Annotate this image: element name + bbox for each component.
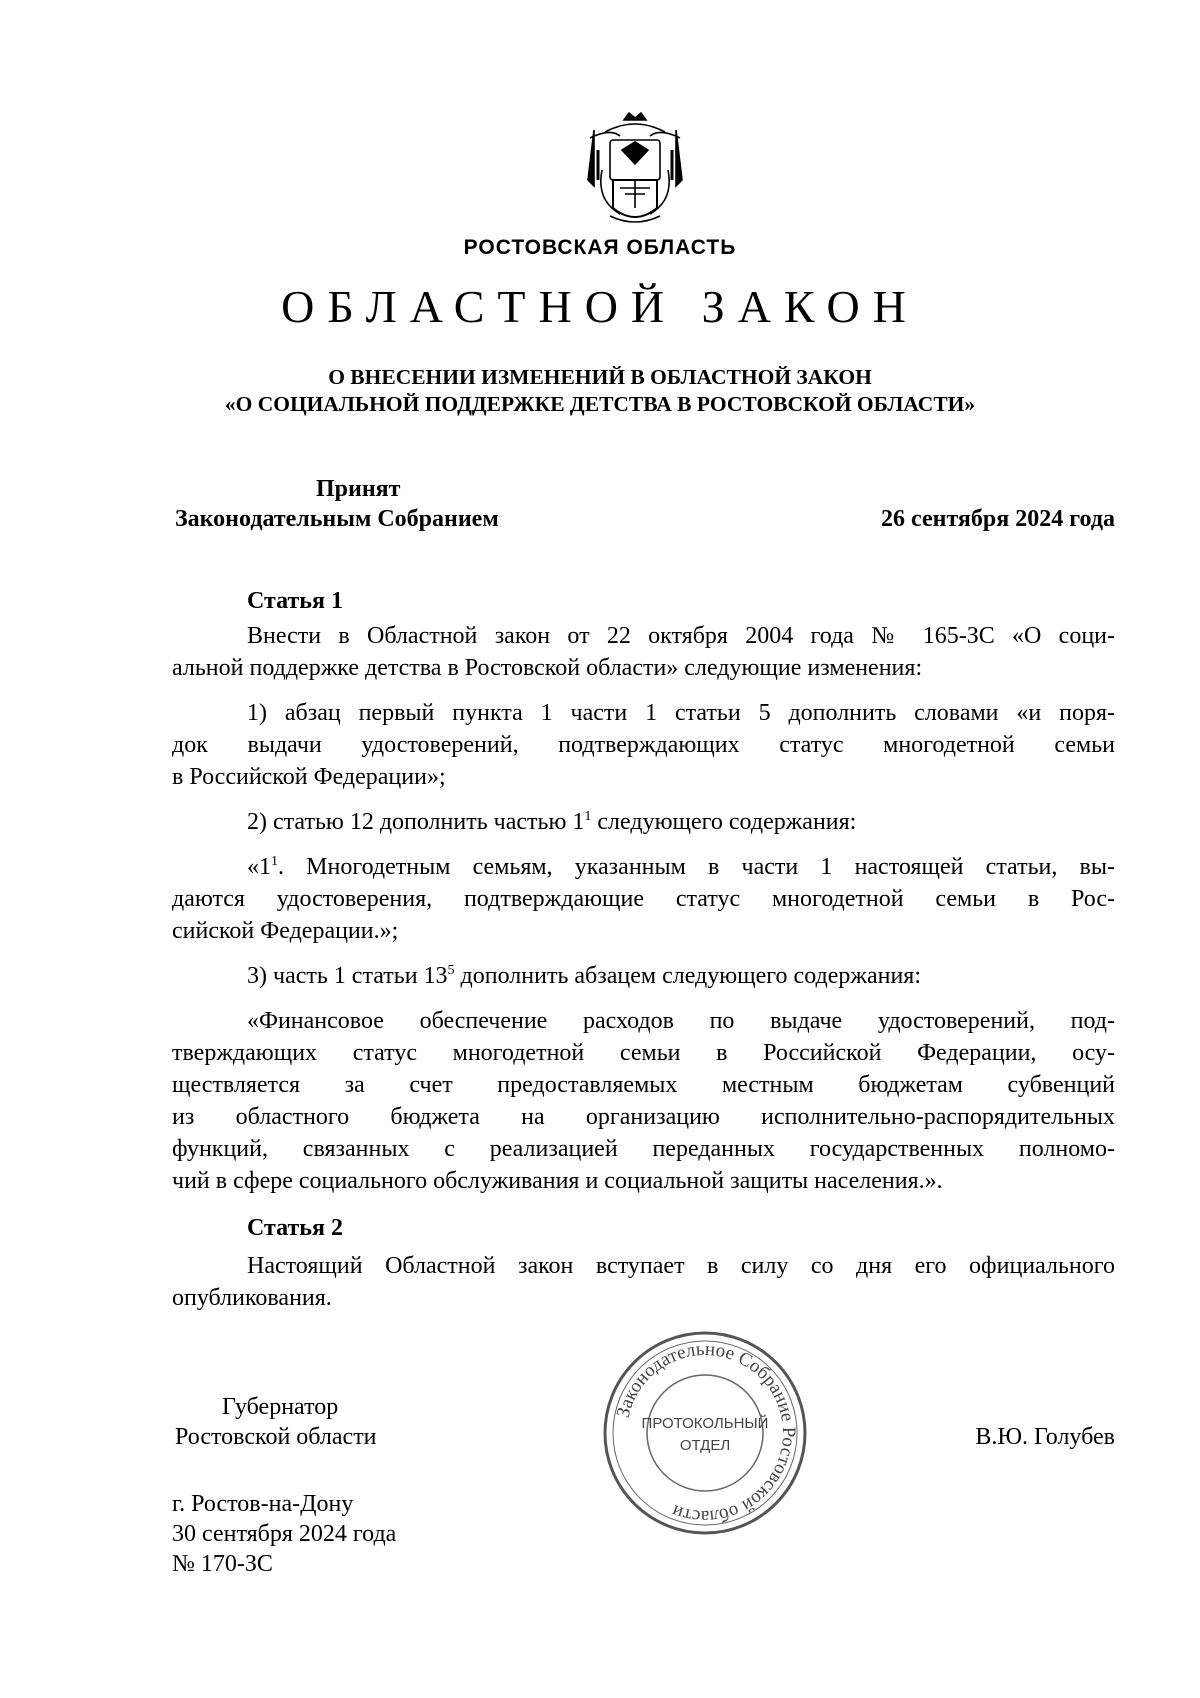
sign-date: 30 сентября 2024 года [172,1521,397,1547]
quote-2-line-4: из областного бюджета на организацию исполнительно-распорядительных [172,1104,1115,1130]
quote-2-line-1: «Финансовое обеспечение расходов по выдаче удостоверений, под- [247,1008,1115,1034]
adoption-date: 26 сентября 2024 года [881,506,1115,532]
official-stamp [600,1328,810,1538]
item-2-text-end: следующего содержания: [591,809,857,835]
law-title-line-2: «О СОЦИАЛЬНОЙ ПОДДЕРЖКЕ ДЕТСТВА В РОСТОВСКОЙ ОБЛАСТИ» [224,392,976,416]
item-2-superscript: 1 [584,809,592,824]
stamp-ring-text: Законодательное Собрание Ростовской области [612,1338,800,1528]
article-1-intro-line-1: Внести в Областной закон от 22 октября 2004 года № 165-ЗС «О соци- [247,623,1115,649]
quote-2-line-3: ществляется за счет предоставляемых местным бюджетам субвенций [172,1072,1115,1098]
item-2-text: 2) статью 12 дополнить частью 1 [247,809,585,835]
quote-1-start: «1 [247,854,271,880]
document-type: ОБЛАСТНОЙ ЗАКОН [281,281,919,332]
quote-1-line-3: сийской Федерации.»; [172,918,399,944]
item-2 [247,806,856,838]
item-1-line-2: док выдачи удостоверений, подтверждающих статус многодетной семьи [172,732,1115,758]
item-1-line-3: в Российской Федерации»; [172,764,446,790]
signer-name: В.Ю. Голубев [975,1424,1115,1450]
quote-2-line-5: функций, связанных с реализацией переданных государственных полномо- [172,1136,1115,1162]
quote-1-line-2: даются удостоверения, подтверждающие статус многодетной семьи в Рос- [172,886,1115,912]
stamp-center-line-1: ПРОТОКОЛЬНЫЙ [641,1415,769,1432]
quote-1-superscript: 1 [271,854,278,869]
article-1-intro-line-2: альной поддержке детства в Ростовской области» следующие изменения: [172,655,923,681]
signer-position-line-1: Губернатор [222,1394,339,1420]
quote-1-text: . Многодетным семьям, указанным в части 1 настоящей статьи, вы- [278,854,1115,880]
quote-1-line-1 [247,851,1115,883]
adopted-label: Принят [316,476,401,502]
region-title: РОСТОВСКАЯ ОБЛАСТЬ [463,236,737,259]
adopted-by: Законодательным Собранием [175,506,499,532]
article-2-line-2: опубликования. [172,1285,332,1311]
sign-city: г. Ростов-на-Дону [172,1491,354,1517]
article-1-title: Статья 1 [247,588,343,614]
stamp-center-line-2: ОТДЕЛ [679,1437,731,1454]
item-3 [247,960,921,992]
item-1-line-1: 1) абзац первый пункта 1 части 1 статьи 5 дополнить словами «и поря- [247,700,1115,726]
law-title-line-1: О ВНЕСЕНИИ ИЗМЕНЕНИЙ В ОБЛАСТНОЙ ЗАКОН [328,365,872,389]
item-3-text-end: дополнить абзацем следующего содержания: [454,963,921,989]
quote-2-line-6: чий в сфере социального обслуживания и социальной защиты населения.». [172,1168,943,1194]
law-number: № 170-ЗС [172,1551,273,1577]
coat-of-arms-emblem [580,110,690,230]
signer-position-line-2: Ростовской области [175,1424,377,1450]
article-2-title: Статья 2 [247,1215,343,1241]
item-3-text: 3) часть 1 статьи 13 [247,963,448,989]
article-2-line-1: Настоящий Областной закон вступает в силу со дня его официального [247,1253,1115,1279]
item-3-superscript: 5 [447,963,455,978]
quote-2-line-2: тверждающих статус многодетной семьи в Российской Федерации, осу- [172,1040,1115,1066]
